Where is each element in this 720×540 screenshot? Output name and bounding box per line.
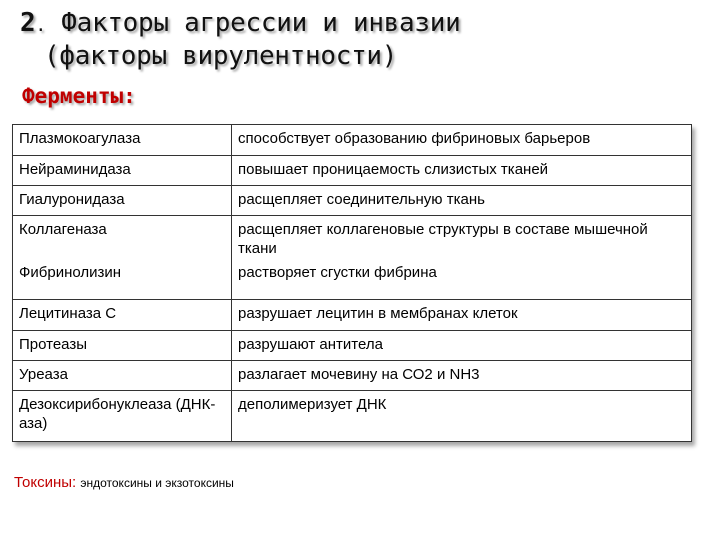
toxins-line: [14, 474, 234, 491]
enzyme-description-group: [232, 216, 692, 300]
enzyme-description: разрушают антитела: [232, 331, 692, 361]
enzyme-name: Лецитиназа С: [13, 300, 232, 331]
enzyme-description: повышает проницаемость слизистых тканей: [232, 156, 692, 186]
table-row: [13, 361, 692, 391]
enzyme-description: расщепляет коллагеновые структуры в составе мышечной ткани: [238, 221, 648, 257]
enzyme-description: расщепляет соединительную ткань: [232, 186, 692, 216]
table-row: [13, 186, 692, 216]
enzyme-name: Уреаза: [13, 361, 232, 391]
enzyme-name: Коллагеназа: [19, 221, 107, 238]
enzyme-name: Плазмокоагулаза: [13, 125, 232, 156]
enzyme-name: Протеазы: [13, 331, 232, 361]
enzyme-name: Гиалуронидаза: [13, 186, 232, 216]
enzyme-description: способствует образованию фибриновых барьеров: [232, 125, 692, 156]
title-line-2: (факторы вирулентности): [44, 41, 398, 71]
enzyme-name: Дезоксирибонуклеаза (ДНК-аза): [13, 391, 232, 442]
table-row: [13, 300, 692, 331]
table-row: [13, 331, 692, 361]
enzyme-name: Фибринолизин: [19, 264, 122, 281]
table-row: [13, 391, 692, 442]
enzymes-table: [12, 124, 692, 442]
enzyme-name: Нейраминидаза: [13, 156, 232, 186]
enzymes-table-container: [12, 124, 692, 442]
toxins-label: Токсины:: [14, 474, 77, 491]
table-row: [13, 125, 692, 156]
enzymes-heading: Ферменты:: [22, 84, 136, 108]
title-line-1: Факторы агрессии и инвазии: [61, 8, 461, 38]
enzyme-description: деполимеризует ДНК: [232, 391, 692, 442]
table-row: [13, 216, 692, 300]
enzyme-description: разрушает лецитин в мембранах клеток: [232, 300, 692, 331]
table-row: [13, 156, 692, 186]
enzyme-description: растворяет сгустки фибрина: [238, 264, 437, 281]
slide-title: [20, 8, 460, 72]
toxins-value: эндотоксины и экзотоксины: [80, 476, 234, 490]
spacer: [19, 239, 225, 263]
title-dot: .: [35, 15, 46, 36]
enzyme-name-group: [13, 216, 232, 300]
enzyme-description: разлагает мочевину на СО2 и NH3: [232, 361, 692, 391]
title-number: 2: [20, 8, 36, 38]
